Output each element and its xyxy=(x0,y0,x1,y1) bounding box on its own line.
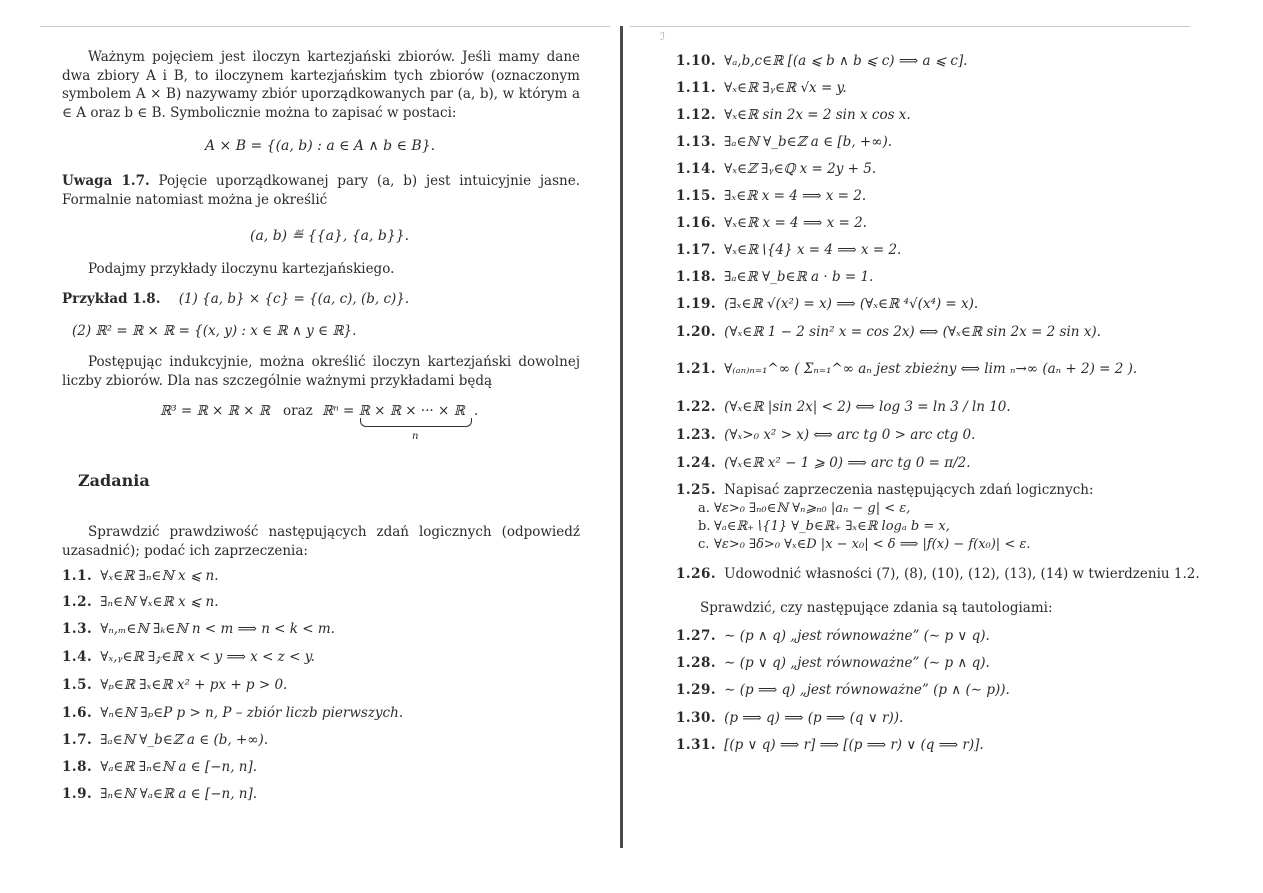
sub-item-label: b. xyxy=(698,519,711,534)
exercise-text: ∀ₓ∈ℝ sin 2x = 2 sin x cos x. xyxy=(724,107,911,123)
task-intro: Sprawdzić prawdziwość następujących zdań logicznych (odpowiedź uzasadnić); podać ich zaprzeczenia: xyxy=(62,524,580,559)
exercise-number: 1.31. xyxy=(676,737,717,753)
exercise-item xyxy=(676,160,876,178)
exercise-text: ∀ₓ∈ℝ ∃ᵧ∈ℝ √x = y. xyxy=(724,80,847,96)
exercise-text: ∃ₙ∈ℕ ∀ₐ∈ℝ a ∈ [−n, n]. xyxy=(100,786,258,802)
exercise-number: 1.28. xyxy=(676,655,717,671)
sub-item-text: ∀ε>₀ ∃ₙ₀∈ℕ ∀ₙ⩾ₙ₀ |aₙ − g| < ε, xyxy=(714,501,911,516)
induction-paragraph: Postępując indukcyjnie, można określić iloczyn kartezjański dowolnej liczby zbiorów. Dla nas szczególnie ważnymi przykładami będą xyxy=(62,354,580,389)
exercise-number: 1.29. xyxy=(676,682,717,698)
formula-rn-end: . xyxy=(474,403,479,419)
exercise-text: ∼ (p ∨ q) „jest równoważne” (∼ p ∧ q). xyxy=(724,655,990,671)
tautology-intro: Sprawdzić, czy następujące zdania są tautologiami: xyxy=(700,600,1053,616)
exercise-item xyxy=(62,704,403,722)
exercise-item xyxy=(676,454,971,472)
exercise-item xyxy=(676,481,1094,499)
exercise-number: 1.14. xyxy=(676,161,717,177)
exercise-text: (∀ₓ∈ℝ 1 − 2 sin² x = cos 2x) ⟺ (∀ₓ∈ℝ sin 2x = 2 sin x). xyxy=(724,324,1101,340)
exercise-number: 1.18. xyxy=(676,269,717,285)
exercise-item xyxy=(676,323,1101,341)
exercise-number: 1.1. xyxy=(62,568,93,584)
exercise-text: ∀ₓ∈ℝ x = 4 ⟹ x = 2. xyxy=(724,215,867,231)
exercise-number: 1.7. xyxy=(62,732,93,748)
exercise-item xyxy=(676,398,1011,416)
tautology-item xyxy=(676,654,990,672)
exercise-number: 1.10. xyxy=(676,53,717,69)
exercise-item xyxy=(62,731,268,749)
exercise-number: 1.15. xyxy=(676,188,717,204)
exercise-number: 1.16. xyxy=(676,215,717,231)
exercise-item xyxy=(62,758,257,776)
exercise-item xyxy=(676,133,892,151)
sub-item-text: ∀ε>₀ ∃δ>₀ ∀ₓ∈D |x − x₀| < δ ⟹ |f(x) − f(x₀)| < ε. xyxy=(714,537,1031,552)
formula-rn: ℝⁿ = ℝ × ℝ × ··· × ℝ xyxy=(322,403,465,419)
remark-paragraph xyxy=(62,172,580,209)
exercise-number: 1.4. xyxy=(62,649,93,665)
tautology-item xyxy=(676,736,984,754)
exercise-number: 1.22. xyxy=(676,399,717,415)
exercise-item xyxy=(62,620,335,638)
exercise-item xyxy=(676,106,911,124)
exercise-text: ∀ₓ∈ℝ∖{4} x = 4 ⟹ x = 2. xyxy=(724,242,902,258)
exercise-text: ∼ (p ∧ q) „jest równoważne” (∼ p ∨ q). xyxy=(724,628,990,644)
exercise-number: 1.9. xyxy=(62,786,93,802)
example-label: Przykład 1.8. xyxy=(62,291,161,307)
remark-text: Pojęcie uporządkowanej pary (a, b) jest intuicyjnie jasne. Formalnie natomiast można je określić xyxy=(62,173,581,208)
exercise-number: 1.23. xyxy=(676,427,717,443)
sub-item xyxy=(698,518,950,535)
exercise-number: 1.3. xyxy=(62,621,93,637)
exercise-number: 1.13. xyxy=(676,134,717,150)
exercise-number: 1.25. xyxy=(676,482,717,498)
exercise-text: (p ⟹ q) ⟹ (p ⟹ (q ∨ r)). xyxy=(724,710,904,726)
exercise-item xyxy=(676,214,867,232)
exercise-text: ∃ₐ∈ℕ ∀_b∈ℤ a ∈ [b, +∞). xyxy=(724,134,893,150)
exercise-number: 1.20. xyxy=(676,324,717,340)
exercise-number: 1.21. xyxy=(676,361,717,377)
exercise-text: (∃ₓ∈ℝ √(x²) = x) ⟹ (∀ₓ∈ℝ ⁴√(x⁴) = x). xyxy=(724,296,979,312)
exercise-number: 1.26. xyxy=(676,566,717,582)
formula-oraz: oraz xyxy=(283,403,313,419)
exercise-text: (∀ₓ∈ℝ x² − 1 ⩾ 0) ⟹ arc tg 0 = π/2. xyxy=(724,455,971,471)
intro-paragraph: Ważnym pojęciem jest iloczyn kartezjański zbiorów. Jeśli mamy dane dwa zbiory A i B, to iloczynem kartezjańskim tych zbiorów (oznaczonym symbolem A × B) nazywamy zbiór uporządkowanych par (a, b), w którym a ∈ A oraz b ∈ B. Symbolicznie można to zapisać w postaci: xyxy=(62,49,580,121)
exercise-item xyxy=(676,241,901,259)
formula-r3: ℝ³ = ℝ × ℝ × ℝ xyxy=(160,403,270,419)
exercise-number: 1.19. xyxy=(676,296,717,312)
remark-label: Uwaga 1.7. xyxy=(62,173,150,189)
sub-item xyxy=(698,536,1030,553)
tautology-item xyxy=(676,627,990,645)
exercise-item xyxy=(676,360,1137,378)
exercise-item xyxy=(62,676,287,694)
exercise-number: 1.6. xyxy=(62,705,93,721)
exercise-item xyxy=(676,426,975,444)
exercise-item xyxy=(676,187,866,205)
exercise-text: [(p ∨ q) ⟹ r] ⟹ [(p ⟹ r) ∨ (q ⟹ r)]. xyxy=(724,737,984,753)
exercise-item xyxy=(676,295,978,313)
exercise-text: ∀ₓ∈ℤ ∃ᵧ∈ℚ x = 2y + 5. xyxy=(724,161,877,177)
exercise-number: 1.27. xyxy=(676,628,717,644)
section-title: Zadania xyxy=(78,471,150,490)
exercise-text: Udowodnić własności (7), (8), (10), (12), (13), (14) w twierdzeniu 1.2. xyxy=(724,566,1200,582)
exercise-text: ∀ₙ,ₘ∈ℕ ∃ₖ∈ℕ n < m ⟹ n < k < m. xyxy=(100,621,335,637)
formula-pair: (a, b) ≝ {{a}, {a, b}}. xyxy=(250,228,410,244)
exercise-item xyxy=(676,565,1200,583)
exercise-item xyxy=(676,79,847,97)
exercise-number: 1.24. xyxy=(676,455,717,471)
sub-item xyxy=(698,500,910,517)
exercise-text: ∀ₙ∈ℕ ∃ₚ∈P p > n, P – zbiór liczb pierwszych. xyxy=(100,705,404,721)
exercise-text: ∀ₓ,ᵧ∈ℝ ∃𝓏∈ℝ x < y ⟹ x < z < y. xyxy=(100,649,315,665)
right-page xyxy=(626,0,1263,893)
underbrace-label: n xyxy=(412,431,419,442)
exercise-item xyxy=(62,593,219,611)
exercise-text: ∀ₚ∈ℝ ∃ₓ∈ℝ x² + px + p > 0. xyxy=(100,677,288,693)
exercise-text: ∼ (p ⟹ q) „jest równoważne” (p ∧ (∼ p)). xyxy=(724,682,1010,698)
exercise-text: Napisać zaprzeczenia następujących zdań logicznych: xyxy=(724,482,1094,498)
exercise-text: ∀₍ₐₙ₎ₙ₌₁^∞ ( Σₙ₌₁^∞ aₙ jest zbieżny ⟺ lim ₙ→∞ (aₙ + 2) = 2 ). xyxy=(724,361,1138,377)
exercise-text: ∀ₐ∈ℝ ∃ₙ∈ℕ a ∈ [−n, n]. xyxy=(100,759,258,775)
example-header xyxy=(62,290,409,308)
underbrace xyxy=(360,418,472,427)
exercise-number: 1.12. xyxy=(676,107,717,123)
exercise-item xyxy=(676,268,873,286)
exercise-item xyxy=(62,785,257,803)
exercise-text: (∀ₓ>₀ x² > x) ⟺ arc tg 0 > arc ctg 0. xyxy=(724,427,976,443)
exercise-text: ∃ₙ∈ℕ ∀ₓ∈ℝ x ⩽ n. xyxy=(100,594,219,610)
exercise-text: ∃ₐ∈ℝ ∀_b∈ℝ a · b = 1. xyxy=(724,269,874,285)
exercise-number: 1.11. xyxy=(676,80,717,96)
exercise-text: ∀ₐ,b,c∈ℝ [(a ⩽ b ∧ b ⩽ c) ⟹ a ⩽ c]. xyxy=(724,53,968,69)
scan-mark: ℐ xyxy=(660,30,666,43)
exercise-number: 1.17. xyxy=(676,242,717,258)
examples-intro: Podajmy przykłady iloczynu kartezjańskiego. xyxy=(88,261,395,277)
exercise-item xyxy=(62,567,219,585)
sub-item-text: ∀ₐ∈ℝ₊∖{1} ∀_b∈ℝ₊ ∃ₓ∈ℝ logₐ b = x, xyxy=(714,519,950,534)
tautology-item xyxy=(676,709,903,727)
exercise-number: 1.5. xyxy=(62,677,93,693)
exercise-text: ∃ₓ∈ℝ x = 4 ⟹ x = 2. xyxy=(724,188,867,204)
exercise-text: ∀ₓ∈ℝ ∃ₙ∈ℕ x ⩽ n. xyxy=(100,568,219,584)
exercise-number: 1.8. xyxy=(62,759,93,775)
formula-cartesian: A × B = {(a, b) : a ∈ A ∧ b ∈ B}. xyxy=(205,138,436,154)
exercise-item xyxy=(676,52,968,70)
exercise-text: (∀ₓ∈ℝ |sin 2x| < 2) ⟺ log 3 = ln 3 / ln 10. xyxy=(724,399,1011,415)
exercise-number: 1.2. xyxy=(62,594,93,610)
exercise-text: ∃ₐ∈ℕ ∀_b∈ℤ a ∈ (b, +∞). xyxy=(100,732,269,748)
sub-item-label: c. xyxy=(698,537,710,552)
exercise-number: 1.30. xyxy=(676,710,717,726)
sub-item-label: a. xyxy=(698,501,710,516)
exercise-item xyxy=(62,648,315,666)
tautology-item xyxy=(676,681,1010,699)
example-1: (1) {a, b} × {c} = {(a, c), (b, c)}. xyxy=(178,291,410,307)
example-2: (2) ℝ² = ℝ × ℝ = {(x, y) : x ∈ ℝ ∧ y ∈ ℝ}. xyxy=(72,323,357,339)
left-page xyxy=(0,0,622,893)
